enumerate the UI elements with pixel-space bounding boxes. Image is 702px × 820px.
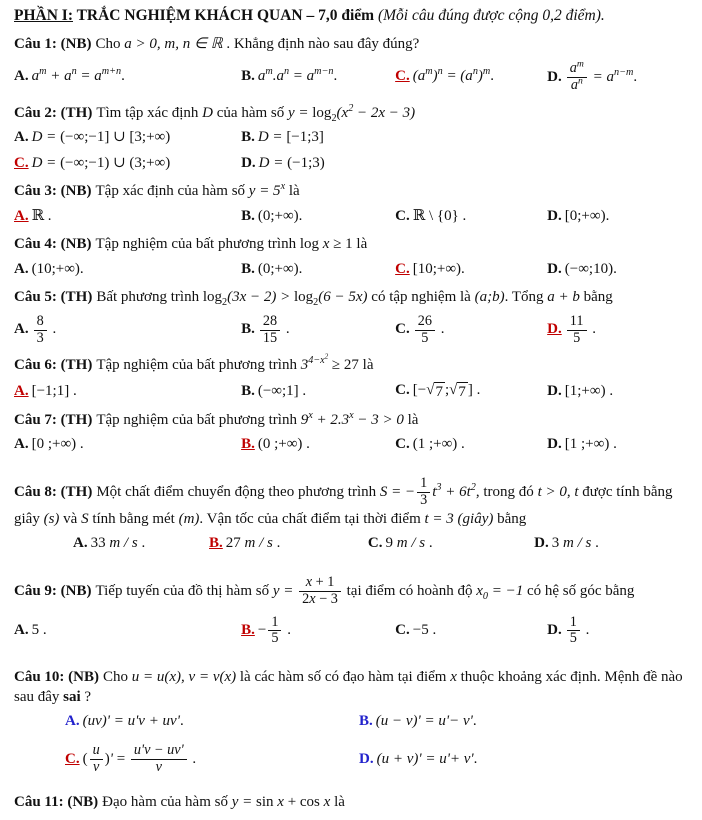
question-text: Tập nghiệm của bất phương trình $9^x + 2.3^x - 3 > 0$ là	[96, 409, 419, 428]
options-row	[14, 712, 690, 776]
option-text: $\frac{26}{5}$ .	[413, 321, 445, 337]
question-1	[14, 35, 690, 94]
question-label: Câu 2: (TH)	[14, 104, 93, 121]
option-text: [10;+∞).	[412, 260, 465, 277]
question-line	[14, 574, 690, 609]
section-header	[14, 6, 690, 26]
question-text: Cho a > 0, m, n ∈ ℝ . Khẳng định nào sau đây đúng?	[95, 36, 420, 53]
option-letter: B.	[241, 436, 255, 453]
option-text: [1 ;+∞) .	[564, 436, 617, 453]
option-text: (−∞;10).	[564, 260, 617, 277]
question-text: Đạo hàm của hàm số y = sin x + cos x là	[102, 793, 345, 810]
question-line	[14, 288, 690, 308]
option-c	[395, 381, 543, 402]
option-text: 27 m / s .	[225, 535, 281, 552]
option-text: (u − v)' = u'− v'.	[375, 713, 477, 730]
question-line	[14, 356, 690, 376]
question-7	[14, 411, 690, 455]
option-text: 5 .	[31, 622, 47, 639]
question-label: Câu 4: (NB)	[14, 236, 92, 253]
option-d	[359, 750, 690, 770]
option-letter: B.	[241, 260, 255, 277]
option-c	[395, 435, 543, 455]
fraction: $\frac{8}{3}$	[34, 314, 47, 347]
option-letter: C.	[65, 750, 80, 767]
part-note: (Mỗi câu đúng được cộng 0,2 điểm).	[377, 7, 605, 24]
option-letter: B.	[241, 207, 255, 224]
option-text: (10;+∞).	[31, 260, 84, 277]
option-d	[547, 313, 690, 348]
option-letter: C.	[395, 436, 410, 453]
option-a	[14, 382, 237, 402]
option-letter: D.	[547, 68, 562, 85]
fraction: $\frac{26}{5}$	[415, 314, 435, 347]
option-c	[395, 621, 543, 641]
options-row	[14, 57, 690, 95]
question-line	[14, 668, 690, 707]
option-b	[241, 382, 391, 402]
option-d	[547, 260, 690, 280]
sqrt-expression: √ 7	[426, 381, 443, 400]
fraction: $\frac{28}{15}$	[260, 314, 280, 347]
option-text: (0;+∞).	[257, 207, 303, 224]
options-row	[14, 614, 690, 649]
options-row	[14, 260, 690, 280]
question-label: Câu 10: (NB)	[14, 669, 99, 686]
option-c	[368, 534, 530, 554]
options-row	[14, 534, 690, 554]
option-letter: A.	[14, 622, 29, 639]
option-b	[241, 614, 391, 649]
option-letter: B.	[241, 382, 255, 399]
option-a	[14, 67, 237, 87]
question-line	[14, 35, 690, 55]
option-c	[395, 67, 543, 87]
question-label: Câu 7: (TH)	[14, 411, 93, 428]
option-text: $\frac{8}{3}$ .	[32, 321, 57, 337]
option-text: −5 .	[412, 622, 437, 639]
option-text: [0;+∞).	[564, 207, 610, 224]
question-text: Tiếp tuyến của đồ thị hàm số y = $\frac{x + 1}{2x - 3}$ tại điểm có hoành độ $x_0 = -1$ có hệ số góc bằng	[95, 573, 635, 607]
option-b	[241, 435, 391, 455]
option-letter: C.	[14, 154, 29, 171]
question-text: Cho u = u(x), v = v(x) là các hàm số có đạo hàm tại điểm x thuộc khoảng xác định. Mệnh đề nào sau đây sai ?	[14, 669, 683, 705]
option-a	[14, 435, 237, 455]
option-a	[65, 712, 355, 732]
question-5	[14, 288, 690, 347]
option-text: [0 ;+∞) .	[31, 436, 84, 453]
part-title: TRẮC NGHIỆM KHÁCH QUAN – 7,0 điểm	[72, 7, 378, 24]
option-letter: A.	[14, 129, 29, 146]
option-b	[241, 207, 391, 227]
option-c	[395, 260, 543, 280]
fraction: $\frac{1}{5}$	[567, 615, 580, 648]
option-text: D = (−∞;−1] ∪ [3;+∞)	[31, 129, 171, 146]
question-label: Câu 6: (TH)	[14, 357, 93, 374]
option-text: ( $\frac{u}{v}$ )' = $\frac{u'v - uv'}{v}$ .	[82, 741, 197, 775]
option-letter: C.	[395, 622, 410, 639]
option-d	[534, 534, 690, 554]
question-8	[14, 475, 690, 554]
question-text: Tìm tập xác định D của hàm số $y = \log_2(x^2 - 2x - 3)$	[96, 102, 416, 124]
option-letter: B.	[241, 129, 255, 146]
question-text: Bất phương trình $\log_2(3x - 2) > \log_2(6 - 5x)$ có tập nghiệm là (a;b). Tổng a + b bằng	[96, 289, 613, 309]
options-row	[14, 313, 690, 348]
options-row	[14, 381, 690, 402]
sqrt-expression: √ 7	[449, 381, 466, 400]
question-label: Câu 1: (NB)	[14, 36, 92, 53]
question-text: Tập nghiệm của bất phương trình log x ≥ 1 là	[95, 236, 368, 253]
option-letter: D.	[534, 535, 549, 552]
option-d	[547, 207, 690, 227]
option-text: ℝ \ {0} .	[412, 207, 467, 224]
option-c	[65, 742, 355, 777]
question-6	[14, 356, 690, 401]
fraction: $\frac{1}{5}$	[268, 615, 281, 648]
option-text: ℝ .	[31, 207, 52, 224]
option-d	[547, 382, 690, 402]
question-4	[14, 235, 690, 279]
option-text: D = (−1;3)	[258, 154, 325, 171]
option-letter: D.	[547, 321, 562, 338]
option-c	[395, 207, 543, 227]
option-letter: C.	[395, 207, 410, 224]
option-text: [1;+∞) .	[564, 382, 614, 399]
option-b	[359, 712, 690, 732]
option-letter: D.	[547, 207, 562, 224]
option-letter: D.	[547, 622, 562, 639]
option-b	[241, 313, 391, 348]
option-b	[241, 67, 391, 87]
option-text: (0 ;+∞) .	[257, 436, 310, 453]
option-text: D = [−1;3]	[257, 129, 324, 146]
option-a	[14, 621, 237, 641]
option-d	[547, 435, 690, 455]
option-c	[14, 154, 237, 174]
question-line	[14, 411, 690, 431]
option-text: − $\frac{1}{5}$ .	[257, 613, 291, 647]
question-2	[14, 104, 690, 174]
option-letter: D.	[241, 154, 256, 171]
fraction: $\frac{11}{5}$	[567, 314, 587, 347]
option-letter: B.	[209, 535, 223, 552]
question-line	[14, 793, 690, 813]
question-line	[14, 235, 690, 255]
options-row	[14, 435, 690, 455]
option-letter: B.	[241, 68, 255, 85]
question-label: Câu 3: (NB)	[14, 183, 92, 200]
option-letter: D.	[359, 750, 374, 767]
question-10	[14, 668, 690, 776]
option-c	[395, 313, 543, 348]
option-d	[547, 57, 690, 95]
questions-list	[14, 35, 690, 812]
option-letter: C.	[395, 260, 410, 277]
option-letter: A.	[14, 68, 29, 85]
option-text: $\frac{11}{5}$ .	[565, 321, 596, 337]
option-letter: A.	[14, 207, 29, 224]
options-row	[14, 128, 690, 173]
option-text: (1 ;+∞) .	[412, 436, 465, 453]
option-d	[241, 154, 690, 174]
option-a	[14, 207, 237, 227]
fraction: $\frac{x + 1}{2x - 3}$	[299, 575, 341, 608]
option-letter: A.	[14, 436, 29, 453]
fraction: $\frac{u}{v}$	[90, 743, 103, 776]
fraction: $\frac{1}{3}$	[417, 476, 430, 509]
option-text: $\frac{a^m}{a^n}$ = $a^{n-m}$.	[565, 69, 637, 85]
option-letter: B.	[241, 321, 255, 338]
option-b	[209, 534, 364, 554]
question-text: Tập xác định của hàm số $y = 5^x$ là	[95, 181, 300, 200]
option-letter: A.	[73, 535, 88, 552]
option-text: $(a^m)^n = (a^n)^m$.	[412, 66, 495, 85]
option-d	[547, 614, 690, 649]
option-letter: B.	[241, 622, 255, 639]
question-line	[14, 182, 690, 202]
option-text: (uv)' = u'v + uv'.	[82, 713, 184, 730]
option-text: [−1;1] .	[31, 382, 77, 399]
option-text: 9 m / s .	[385, 535, 433, 552]
option-letter: C.	[395, 68, 410, 85]
option-letter: A.	[14, 260, 29, 277]
option-letter: C.	[367, 535, 383, 552]
option-letter: C.	[395, 321, 410, 338]
question-line	[14, 475, 690, 529]
option-b	[241, 260, 391, 280]
option-a	[14, 313, 237, 348]
options-row	[14, 207, 690, 227]
option-letter: D.	[547, 436, 562, 453]
option-letter: C.	[395, 381, 410, 398]
question-3	[14, 182, 690, 226]
option-a	[14, 128, 237, 148]
option-a	[73, 534, 205, 554]
option-text: $\frac{1}{5}$ .	[565, 622, 590, 638]
option-letter: D.	[547, 382, 562, 399]
question-9	[14, 574, 690, 649]
option-text: 33 m / s .	[90, 535, 146, 552]
option-text: [− √ 7 ; √ 7 ] .	[412, 381, 481, 400]
question-text: Một chất điểm chuyển động theo phương trình S = − $\frac{1}{3}$ $t^3 + 6t^2$, trong đó t > 0, t được tính bằng giây (s) và S tính bằng mét (m). Vận tốc của chất điểm tại thời điểm t = 3 (giây) bằng	[14, 474, 673, 527]
option-text: D = (−∞;−1) ∪ (3;+∞)	[31, 154, 171, 171]
option-letter: A.	[14, 382, 29, 399]
option-b	[241, 128, 690, 148]
fraction: $\frac{u'v - uv'}{v}$	[131, 743, 187, 776]
option-text: (−∞;1] .	[257, 382, 307, 399]
question-label: Câu 8: (TH)	[14, 483, 93, 500]
question-label: Câu 5: (TH)	[14, 289, 93, 306]
option-letter: D.	[547, 260, 562, 277]
option-a	[14, 260, 237, 280]
question-text: Tập nghiệm của bất phương trình $3^{4-x^2} \ge 27$ là	[96, 354, 374, 374]
option-letter: A.	[65, 713, 80, 730]
part-label: PHẦN I:	[14, 7, 73, 24]
option-letter: B.	[359, 713, 373, 730]
option-text: $\frac{28}{15}$ .	[258, 321, 290, 337]
question-line	[14, 104, 690, 124]
option-text: 3 m / s .	[551, 535, 599, 552]
question-label: Câu 9: (NB)	[14, 582, 92, 599]
option-text: (0;+∞).	[257, 260, 303, 277]
option-text: $a^m + a^n = a^{m+n}$.	[31, 66, 125, 85]
option-text: $a^m.a^n = a^{m-n}$.	[257, 66, 338, 85]
fraction: $\frac{a^m}{a^n}$	[567, 61, 587, 94]
question-11	[14, 793, 690, 813]
option-letter: A.	[14, 321, 29, 338]
question-label: Câu 11: (NB)	[14, 793, 99, 810]
option-text: (u + v)' = u'+ v'.	[376, 750, 478, 767]
